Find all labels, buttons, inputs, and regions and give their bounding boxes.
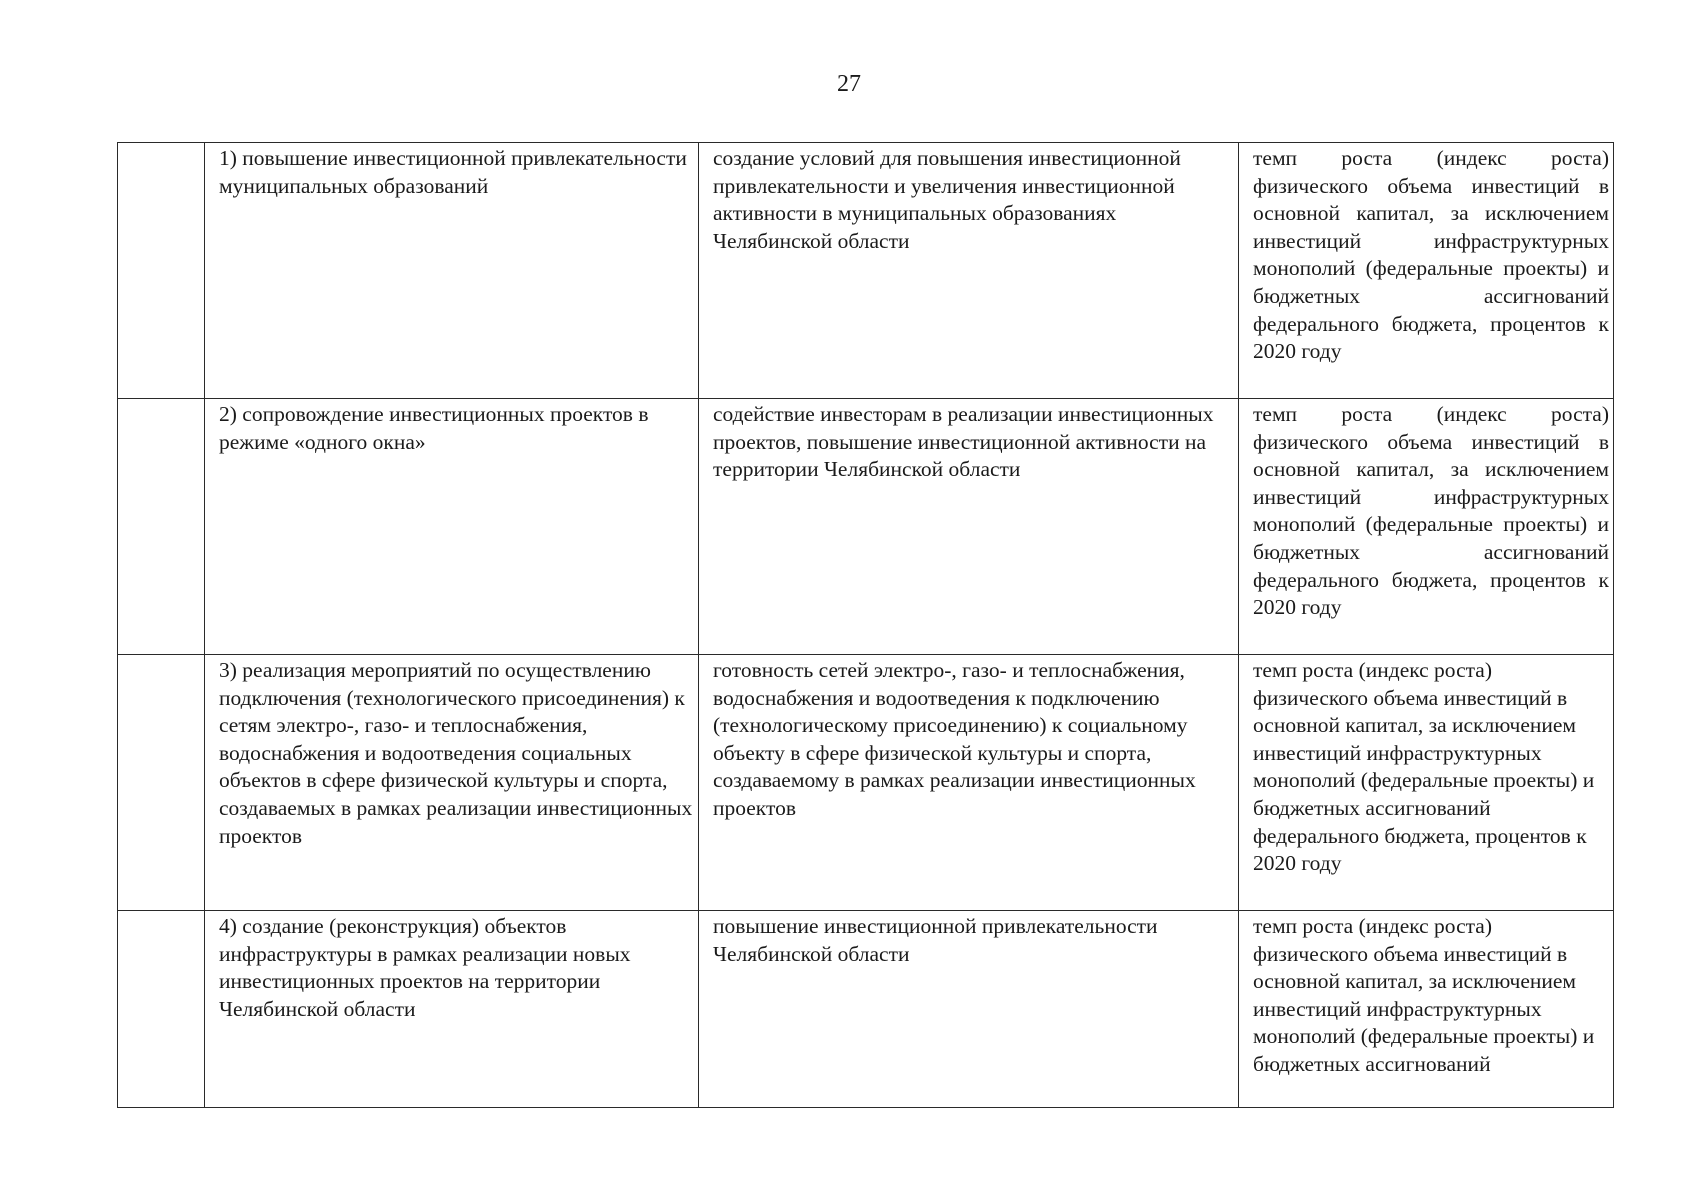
result-cell: повышение инвестиционной привлекательности Челябинской области: [699, 911, 1239, 1108]
result-cell: готовность сетей электро-, газо- и теплоснабжения, водоснабжения и водоотведения к подключению (технологическому присоединению) к социальному объекту в сфере физической культуры и спорта, создаваемому в рамках реализации инвестиционных проектов: [699, 655, 1239, 911]
task-cell: 3) реализация мероприятий по осуществлению подключения (технологического присоединения) к сетям электро-, газо- и теплоснабжения, водоснабжения и водоотведения социальных объектов в сфере физической культуры и спорта, создаваемых в рамках реализации инвестиционных проектов: [205, 655, 699, 911]
indicator-cell: темп роста (индекс роста) физического объема инвестиций в основной капитал, за исключением инвестиций инфраструктурных монополий (федеральные проекты) и бюджетных ассигнований федерального бюджета, процентов к 2020 году: [1239, 655, 1614, 911]
task-cell: 4) создание (реконструкция) объектов инфраструктуры в рамках реализации новых инвестиционных проектов на территории Челябинской области: [205, 911, 699, 1108]
result-cell: создание условий для повышения инвестиционной привлекательности и увеличения инвестиционной активности в муниципальных образованиях Челябинской области: [699, 143, 1239, 399]
table-row: [118, 143, 1614, 399]
table-row: [118, 399, 1614, 655]
indicator-cell: темп роста (индекс роста) физического объема инвестиций в основной капитал, за исключением инвестиций инфраструктурных монополий (федеральные проекты) и бюджетных ассигнований федерального бюджета, процентов к 2020 году: [1239, 399, 1614, 655]
measures-table: [117, 142, 1614, 1108]
task-cell: 2) сопровождение инвестиционных проектов в режиме «одного окна»: [205, 399, 699, 655]
table-row: [118, 655, 1614, 911]
page-number: 27: [837, 71, 861, 97]
result-cell: содействие инвесторам в реализации инвестиционных проектов, повышение инвестиционной активности на территории Челябинской области: [699, 399, 1239, 655]
row-empty-cell: [118, 399, 205, 655]
task-cell: 1) повышение инвестиционной привлекательности муниципальных образований: [205, 143, 699, 399]
indicator-cell: темп роста (индекс роста) физического объема инвестиций в основной капитал, за исключением инвестиций инфраструктурных монополий (федеральные проекты) и бюджетных ассигнований федерального бюджета, процентов к 2020 году: [1239, 143, 1614, 399]
row-empty-cell: [118, 911, 205, 1108]
row-empty-cell: [118, 143, 205, 399]
row-empty-cell: [118, 655, 205, 911]
indicator-cell: темп роста (индекс роста) физического объема инвестиций в основной капитал, за исключением инвестиций инфраструктурных монополий (федеральные проекты) и бюджетных ассигнований: [1239, 911, 1614, 1108]
table-row: [118, 911, 1614, 1108]
